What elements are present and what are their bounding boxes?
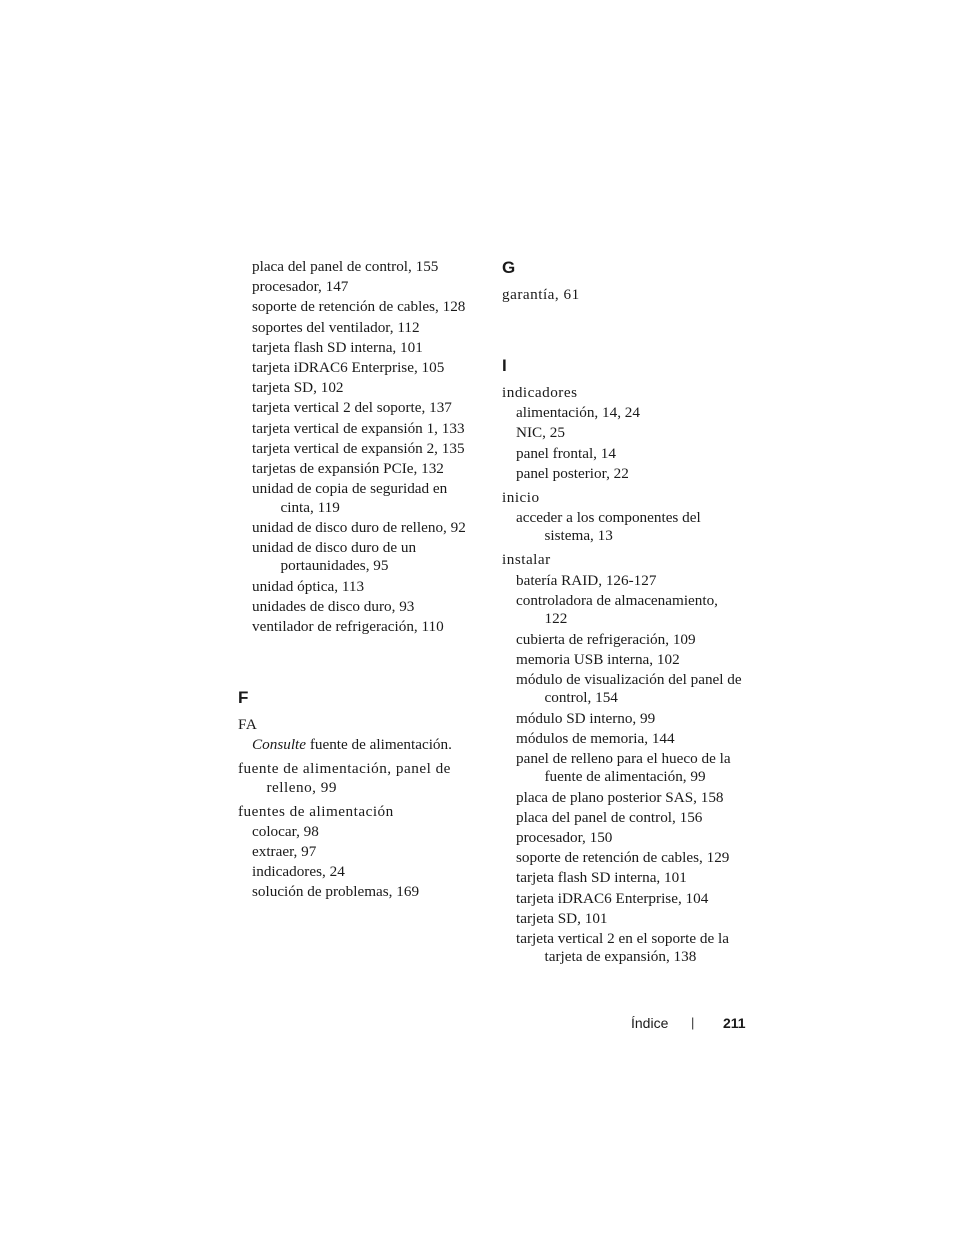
index-subentry: placa de plano posterior SAS, 158 xyxy=(516,788,724,806)
index-subentry: soportes del ventilador, 112 xyxy=(252,318,420,336)
index-subentry: extraer, 97 xyxy=(252,843,317,861)
section-letter-f: F xyxy=(238,688,249,707)
index-subentry: ventilador de refrigeración, 110 xyxy=(252,618,444,635)
index-subentry: memoria USB interna, 102 xyxy=(516,650,680,668)
index-subentry: tarjeta vertical 2 en el soporte de la tarjeta de expansión, 138 xyxy=(516,929,729,966)
index-subentry: colocar, 98 xyxy=(252,822,319,840)
index-subentry: placa del panel de control, 155 xyxy=(252,258,439,275)
section-letter-g: G xyxy=(502,258,516,277)
footer-separator: | xyxy=(691,1015,695,1030)
index-subentry: tarjetas de expansión PCIe, 132 xyxy=(252,459,444,477)
index-subentry: unidad de copia de seguridad en cinta, 119 xyxy=(252,480,448,516)
section-letter-i: I xyxy=(502,356,507,375)
index-subentry: solución de problemas, 169 xyxy=(252,883,420,901)
index-subentry: tarjeta vertical de expansión 1, 133 xyxy=(252,419,465,437)
index-subentry: tarjeta vertical 2 del soporte, 137 xyxy=(252,399,452,417)
index-subentry: soporte de retención de cables, 129 xyxy=(516,849,730,867)
entry-indicadores xyxy=(502,384,742,483)
entry-instalar xyxy=(502,551,742,967)
see-reference xyxy=(238,736,478,755)
page-number: 211 xyxy=(723,1015,746,1031)
entry-fuentes xyxy=(238,803,478,902)
index-subentry: alimentación, 14, 24 xyxy=(516,404,640,422)
index-subentry: tarjeta SD, 101 xyxy=(516,909,608,927)
index-subentry: procesador, 150 xyxy=(516,829,613,846)
index-subentry: soporte de retención de cables, 128 xyxy=(252,298,466,316)
index-subentry: módulo de visualización del panel de control, 154 xyxy=(516,670,742,707)
index-subentry: panel frontal, 14 xyxy=(516,444,616,462)
continued-entries xyxy=(238,258,478,637)
index-subentry: unidad de disco duro de relleno, 92 xyxy=(252,518,466,536)
index-subentry: tarjeta SD, 102 xyxy=(252,379,344,397)
index-subentry: controladora de almacenamiento, 122 xyxy=(516,591,718,628)
index-subentry: indicadores, 24 xyxy=(252,863,345,881)
entry-inicio xyxy=(502,489,742,546)
index-subentry: módulo SD interno, 99 xyxy=(516,709,656,727)
index-subentry: tarjeta iDRAC6 Enterprise, 105 xyxy=(252,358,445,376)
index-term: fuente de alimentación, panel de relleno, 99 xyxy=(238,760,451,796)
see-target: fuente de alimentación. xyxy=(309,736,452,754)
index-subentry: tarjeta iDRAC6 Enterprise, 104 xyxy=(516,889,709,907)
index-term: indicadores xyxy=(502,384,578,401)
footer-section-label: Índice xyxy=(631,1015,669,1031)
index-term: FA xyxy=(238,716,258,733)
index-subentry: placa del panel de control, 156 xyxy=(516,808,703,826)
index-subentry: panel posterior, 22 xyxy=(516,464,629,482)
index-subentry: panel de relleno para el hueco de la fuente de alimentación, 99 xyxy=(516,749,731,786)
index-subentry: tarjeta vertical de expansión 2, 135 xyxy=(252,439,465,457)
index-subentry: módulos de memoria, 144 xyxy=(516,729,675,747)
entry-fuente xyxy=(238,760,478,797)
entry-fa xyxy=(238,716,478,755)
index-term: fuentes de alimentación xyxy=(238,802,394,820)
index-subentry: procesador, 147 xyxy=(252,278,349,296)
entry-garantia xyxy=(502,286,742,305)
index-subentry: batería RAID, 126-127 xyxy=(516,571,657,589)
index-term: instalar xyxy=(502,551,551,569)
index-column-right xyxy=(502,258,742,972)
index-subentry: unidad óptica, 113 xyxy=(252,577,365,595)
index-subentry: acceder a los componentes del sistema, 13 xyxy=(516,508,701,545)
index-subentry: unidades de disco duro, 93 xyxy=(252,597,415,615)
index-subentry: NIC, 25 xyxy=(516,424,565,442)
index-subentry: cubierta de refrigeración, 109 xyxy=(516,630,696,648)
see-label: Consulte xyxy=(252,736,307,754)
index-subentry: tarjeta flash SD interna, 101 xyxy=(252,338,423,356)
index-term: inicio xyxy=(502,488,540,506)
index-subentry: tarjeta flash SD interna, 101 xyxy=(516,869,687,887)
index-term: garantía, 61 xyxy=(502,286,580,303)
index-subentry: unidad de disco duro de un portaunidades, 95 xyxy=(252,538,417,575)
index-column-left xyxy=(238,258,478,907)
